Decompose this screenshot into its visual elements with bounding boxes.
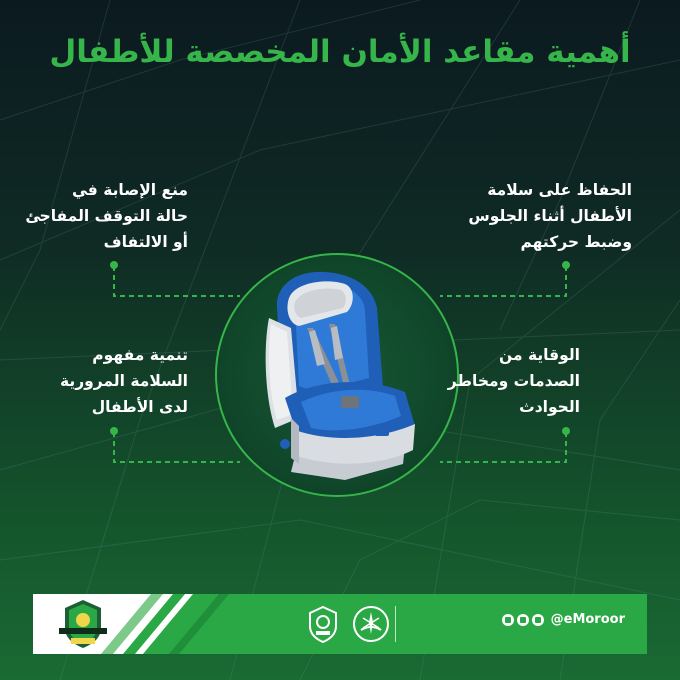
footer-divider: [395, 606, 396, 642]
connector-bottom-right: [440, 432, 566, 462]
connector-dot: [110, 427, 118, 435]
benefit-line: الصدمات ومخاطر: [447, 372, 580, 390]
benefit-line: وضبط حركتهم: [520, 233, 632, 251]
traffic-department-logo: [55, 598, 111, 650]
connector-dot: [562, 427, 570, 435]
ministry-of-interior-emblem: [351, 604, 391, 644]
benefit-text-bottom-left: [0, 342, 188, 420]
benefit-text-bottom-right: [420, 342, 580, 420]
social-handle[interactable]: [502, 612, 625, 627]
youtube-icon[interactable]: [532, 614, 544, 626]
connector-dot: [562, 261, 570, 269]
page-title: أهمية مقاعد الأمان المخصصة للأطفال: [49, 34, 631, 70]
connector-bottom-left: [114, 432, 240, 462]
benefit-line: أو الالتفاف: [103, 233, 188, 251]
benefit-line: الوقاية من: [499, 346, 580, 364]
benefit-line: الأطفال أثناء الجلوس: [468, 207, 632, 225]
connector-dot: [110, 261, 118, 269]
general-traffic-emblem: [303, 604, 343, 644]
benefit-line: الحفاظ على سلامة: [487, 181, 632, 199]
benefit-line: السلامة المرورية: [59, 372, 188, 390]
benefit-line: منع الإصابة في: [71, 181, 188, 199]
social-handle-text[interactable]: @eMoroor: [550, 612, 625, 627]
footer-banner: [33, 594, 647, 654]
facebook-icon[interactable]: [517, 614, 529, 626]
child-car-seat-icon: [255, 268, 425, 483]
benefit-line: لدى الأطفال: [91, 398, 188, 416]
benefit-line: الحوادث: [519, 398, 580, 416]
connector-top-right: [440, 266, 566, 296]
connector-top-left: [114, 266, 240, 296]
benefit-text-top-left: [0, 177, 188, 255]
benefit-line: تنمية مفهوم: [92, 346, 188, 364]
benefit-line: حالة التوقف المفاجئ: [25, 207, 188, 225]
twitter-icon[interactable]: [502, 614, 514, 626]
benefit-text-top-right: [432, 177, 632, 255]
